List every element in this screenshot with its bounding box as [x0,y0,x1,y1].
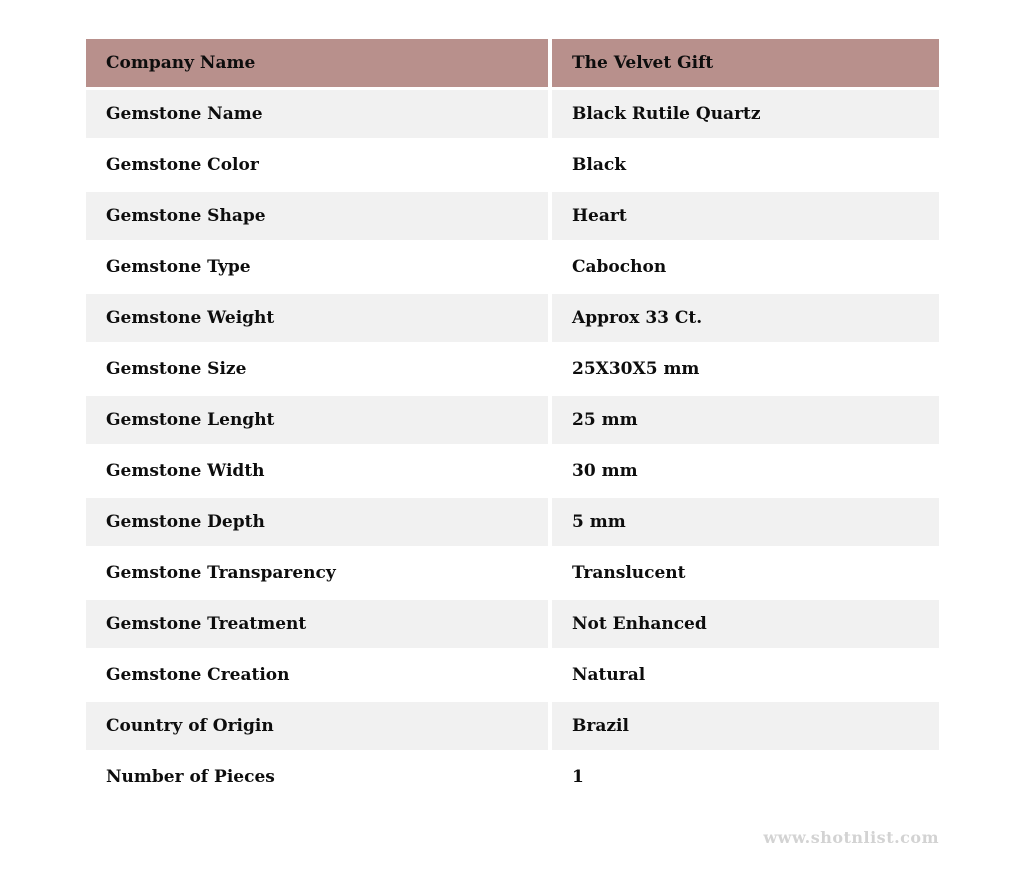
row-value-gemstone-depth: 5 mm [552,498,939,546]
header-value-cell: The Velvet Gift [552,39,939,87]
header-label-cell: Company Name [86,39,548,87]
row-value-gemstone-shape: Heart [552,192,939,240]
row-label-gemstone-lenght: Gemstone Lenght [86,396,548,444]
row-value-gemstone-creation: Natural [552,651,939,699]
spec-table [86,39,939,801]
row-label-gemstone-creation: Gemstone Creation [86,651,548,699]
row-label-gemstone-size: Gemstone Size [86,345,548,393]
row-value-gemstone-lenght: 25 mm [552,396,939,444]
row-label-gemstone-name: Gemstone Name [86,90,548,138]
row-value-gemstone-name: Black Rutile Quartz [552,90,939,138]
gemstone-spec-sheet [86,39,939,847]
row-value-gemstone-transparency: Translucent [552,549,939,597]
row-value-gemstone-treatment: Not Enhanced [552,600,939,648]
row-label-gemstone-weight: Gemstone Weight [86,294,548,342]
watermark-text: www.shotnlist.com [763,828,939,847]
row-value-number-of-pieces: 1 [552,753,939,801]
row-label-gemstone-depth: Gemstone Depth [86,498,548,546]
row-label-number-of-pieces: Number of Pieces [86,753,548,801]
row-value-gemstone-weight: Approx 33 Ct. [552,294,939,342]
row-label-gemstone-color: Gemstone Color [86,141,548,189]
row-value-gemstone-color: Black [552,141,939,189]
row-label-gemstone-shape: Gemstone Shape [86,192,548,240]
row-value-country-of-origin: Brazil [552,702,939,750]
row-value-gemstone-size: 25X30X5 mm [552,345,939,393]
row-value-gemstone-width: 30 mm [552,447,939,495]
row-value-gemstone-type: Cabochon [552,243,939,291]
row-label-gemstone-treatment: Gemstone Treatment [86,600,548,648]
row-label-gemstone-width: Gemstone Width [86,447,548,495]
row-label-gemstone-type: Gemstone Type [86,243,548,291]
row-label-gemstone-transparency: Gemstone Transparency [86,549,548,597]
row-label-country-of-origin: Country of Origin [86,702,548,750]
